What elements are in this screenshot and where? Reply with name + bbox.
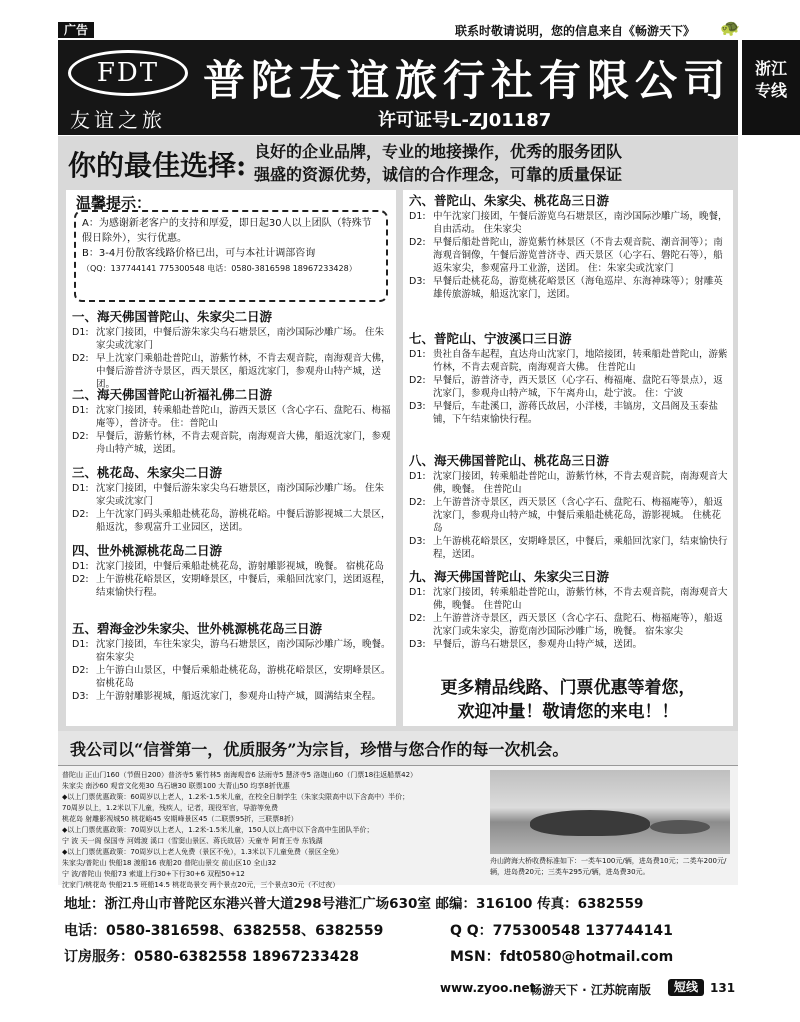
route-day [409, 374, 729, 400]
day-text: 上午游桃花峪景区，安期峰景区，中餐后，乘船回沈家门，结束愉快行程，送团。 [433, 536, 728, 560]
route-day [409, 348, 729, 374]
route-day [409, 535, 729, 561]
price-row: 宁 波/普陀山 快船73 索道上行30+下行30+6 双程50+12 [62, 870, 245, 878]
license-number: 许可证号L-ZJ01187 [378, 110, 552, 131]
route-day [72, 690, 392, 703]
routes-left-column [66, 190, 396, 726]
route-day [409, 496, 729, 535]
day-label: D1: [72, 561, 89, 572]
route-day [72, 508, 392, 534]
sea-bridge-photo [490, 770, 730, 854]
routes-panel [58, 186, 738, 731]
day-text: 上午游普济寺景区，西天景区（含心字石、盘陀石、梅福庵等），船返沈家门或朱家尖，游览南沙国际沙雕广场，晚餐。 宿朱家尖 [433, 613, 723, 637]
day-label: D1: [409, 587, 426, 598]
price-list [62, 770, 482, 891]
section-tag: 短线 [668, 979, 704, 996]
day-text: 早上沈家门乘船赴普陀山，游紫竹林，不肯去观音院，南海观音大佛，中餐后游普济寺景区，西天景区，船返沈家门，参观舟山特产城，送团。 [96, 353, 391, 390]
side-tab-label: 浙江专线 [754, 59, 787, 100]
day-label: D2: [72, 574, 89, 585]
day-text: 沈家门接团，转乘船赴普陀山，游紫竹林，不肯去观音院，南海观音大佛，晚餐。 住普陀山 [433, 471, 728, 495]
day-text: 沈家门接团，中餐后游朱家尖乌石塘景区，南沙国际沙雕广场。 住朱家尖或沈家门 [96, 327, 385, 351]
route-title: 三、桃花岛、朱家尖二日游 [72, 465, 223, 480]
day-text: 早餐后，游紫竹林，不肯去观音院，南海观音大佛，船返沈家门，参观舟山特产城，送团。 [96, 431, 391, 455]
price-row: ◆以上门票优惠政策：60周岁以上老人，1.2米-1.5米儿童，在校全日制学生（朱家尖限高中以下含高中）半价； [62, 793, 410, 801]
route-title: 八、海天佛国普陀山、桃花岛三日游 [409, 453, 610, 468]
route-title: 五、碧海金沙朱家尖、世外桃源桃花岛三日游 [72, 621, 323, 636]
day-text: 早餐后船赴普陀山，游览紫竹林景区（不肯去观音院、潮音洞等）；南海观音铜像，午餐后游览普济寺、西天景区（心字石、磐陀石等），船返朱家尖，参观富丹工业游，送团。 住：朱家尖或沈家门 [433, 237, 723, 274]
fdt-logo: FDT [68, 50, 188, 96]
tip-a: A：为感谢新老客户的支持和厚爱，即日起30人以上团队（特殊节假日除外），实行优惠。 [82, 218, 372, 244]
price-row: ◆以上门票优惠政策：70周岁以上老人，1.2米-1.5米儿童，150人以上高中以下含高中生团队半价； [62, 826, 374, 834]
price-row: 朱家尖/普陀山 快船18 渡船16 夜船20 普陀山景交 前山区10 全山32 [62, 859, 277, 867]
day-text: 早餐后，游普济寺，西天景区（心字石、梅福庵、盘陀石等景点），返沈家门，参观舟山特产城，下午离舟山，赴宁波。 住：宁波 [433, 375, 723, 399]
route-day [409, 612, 729, 638]
price-row: 桃花岛 射雕影视城50 桃花峪45 安期峰景区45（二联票95折，三联票8折） [62, 815, 298, 823]
address-line: 地址：浙江舟山市普陀区东港兴普大道298号港汇广场630室 邮编：316100 传真：6382559 [64, 896, 644, 912]
price-row: ◆以上门票优惠政策：70周岁以上老人免费（景区不免），1.3米以下儿童免费（景区全免） [62, 848, 343, 856]
contact-block [58, 886, 738, 974]
company-slogan: 我公司以“信誉第一，优质服务”为宗旨，珍惜与您合作的每一次机会。 [70, 740, 569, 759]
day-label: D2: [72, 353, 89, 364]
day-text: 沈家门接团，车往朱家尖，游乌石塘景区，南沙国际沙雕广场，晚餐。 宿朱家尖 [96, 639, 391, 663]
routes-right-column [403, 190, 733, 726]
day-text: 上午游普济寺景区，西天景区（含心字石、盘陀石、梅福庵等），船返沈家门，参观舟山特产城，中餐后乘船赴桃花岛，游影视城。 住桃花岛 [433, 497, 723, 534]
day-text: 贵社自备车起程，直达舟山沈家门，地陪接团，转乘船赴普陀山，游紫竹林，不肯去观音院，南海观音大佛。 住普陀山 [433, 349, 728, 373]
route-day [72, 404, 392, 430]
day-label: D1: [409, 471, 426, 482]
price-row: 沈家门/桃花岛 快船21.5 班船14.5 桃花岛景交 两个景点20元，三个景点30元（不过夜） [62, 881, 340, 889]
route-4 [72, 542, 392, 599]
day-label: D3: [409, 639, 426, 650]
route-day [409, 275, 729, 301]
day-text: 早餐后，游乌石塘景区，参观舟山特产城，送团。 [433, 639, 643, 650]
day-text: 上午沈家门码头乘船赴桃花岛，游桃花峪。中餐后游影视城二大景区，船返沈，参观富升工业园区，送团。 [96, 509, 391, 533]
top-strip [0, 0, 800, 36]
slogan-bar [58, 731, 738, 765]
route-day [72, 664, 392, 690]
day-label: D3: [409, 536, 426, 547]
tip-b: B：3-4月份散客线路价格已出，可与本社计调部咨询 [82, 248, 316, 259]
day-label: D1: [72, 639, 89, 650]
day-text: 沈家门接团，中餐后乘船赴桃花岛，游射雕影视城，晚餐。 宿桃花岛 [96, 561, 385, 572]
bridge-toll-caption: 舟山跨海大桥收费标准如下：一类车100元/辆，进岛费10元；二类车200元/辆，进岛费20元；三类车295元/辆，进岛费30元。 [490, 857, 727, 876]
day-label: D3: [72, 691, 89, 702]
website-url[interactable]: www.zyoo.net [440, 981, 536, 995]
route-title: 一、海天佛国普陀山、朱家尖二日游 [72, 309, 273, 324]
page-number: 131 [710, 981, 736, 995]
route-day [72, 560, 392, 573]
promo-line-2: 欢迎冲量！敬请您的来电！！ [457, 702, 679, 722]
day-label: D1: [409, 211, 426, 222]
route-day [72, 638, 392, 664]
day-label: D2: [72, 509, 89, 520]
route-day [72, 573, 392, 599]
day-label: D1: [72, 405, 89, 416]
route-title: 九、海天佛国普陀山、朱家尖三日游 [409, 569, 610, 584]
day-label: D1: [72, 483, 89, 494]
day-text: 中午沈家门接团，午餐后游览乌石塘景区，南沙国际沙雕广场，晚餐，自由活动。 住朱家尖 [433, 211, 728, 235]
route-day [409, 210, 729, 236]
route-day [409, 236, 729, 275]
route-day [409, 470, 729, 496]
route-day [409, 586, 729, 612]
day-label: D2: [72, 431, 89, 442]
route-day [72, 326, 392, 352]
price-row: 朱家尖 南沙60 观音文化苑30 乌石塘30 联票100 大青山50 均享8折优惠 [62, 782, 290, 790]
route-7 [409, 330, 729, 426]
best-choice-bar [58, 136, 738, 186]
day-text: 早餐后，车赴溪口，游蒋氏故居，小洋楼，丰镐房，文昌阁及玉泰盐铺，下午结束愉快行程。 [433, 401, 719, 425]
best-choice-title: 你的最佳选择: [68, 149, 247, 182]
route-3 [72, 464, 392, 534]
day-label: D1: [409, 349, 426, 360]
route-title: 四、世外桃源桃花岛二日游 [72, 543, 223, 558]
route-5 [72, 620, 392, 703]
side-tab [742, 40, 800, 135]
route-title: 七、普陀山、宁波溪口三日游 [409, 331, 572, 346]
day-text: 沈家门接团，转乘船赴普陀山，游西天景区（含心字石、盘陀石、梅福庵等），普济寺。 住：普陀山 [96, 405, 391, 429]
magazine-title: 畅游天下 · 江苏皖南版 [530, 983, 651, 997]
best-choice-line-1: 良好的企业品牌，专业的地接操作，优秀的服务团队 [254, 142, 623, 161]
source-notice: 联系时敬请说明，您的信息来自《畅游天下》 [455, 24, 696, 38]
msn-line: MSN：fdt0580@hotmail.com [450, 949, 674, 965]
day-text: 沈家门接团，转乘船赴普陀山，游紫竹林，不肯去观音院，南海观音大佛，晚餐。 住普陀山 [433, 587, 728, 611]
day-label: D3: [409, 276, 426, 287]
tip-contact: （QQ：137744141 775300548 电话：0580-3816598 18967233428） [82, 264, 357, 273]
page-footer [0, 975, 800, 999]
best-choice-line-2: 强盛的资源优势，诚信的合作理念，可靠的质量保证 [254, 165, 623, 184]
day-text: 上午游射雕影视城，船返沈家门，参观舟山特产城，圆满结束全程。 [96, 691, 382, 702]
qq-line: Q Q：775300548 137744141 [450, 923, 673, 939]
ad-tag: 广告 [58, 22, 94, 38]
route-day [72, 430, 392, 456]
route-title: 六、普陀山、朱家尖、桃花岛三日游 [409, 193, 610, 208]
company-name: 普陀友谊旅行社有限公司 [203, 56, 732, 105]
route-day [72, 482, 392, 508]
island-shape [530, 810, 650, 836]
route-title: 二、海天佛国普陀山祈福礼佛二日游 [72, 387, 273, 402]
promo-line-1: 更多精品线路、门票优惠等着您， [440, 678, 696, 698]
day-label: D1: [72, 327, 89, 338]
day-label: D3: [409, 401, 426, 412]
day-text: 上午游白山景区，中餐后乘船赴桃花岛，游桃花峪景区，安期峰景区。 宿桃花岛 [96, 665, 391, 689]
route-8 [409, 452, 729, 561]
day-text: 早餐后赴桃花岛，游览桃花峪景区（海龟巡岸、东海神珠等）；射雕英雄传旅游城，船返沈家门，送团。 [433, 276, 723, 300]
day-label: D2: [409, 237, 426, 248]
day-label: D2: [72, 665, 89, 676]
phone-line: 电话：0580-3816598、6382558、6382559 [64, 923, 384, 939]
route-2 [72, 386, 392, 456]
ticket-prices [58, 765, 738, 889]
booking-line: 订房服务：0580-6382558 18967233428 [64, 949, 359, 965]
logo-slogan: 友谊之旅 [70, 108, 166, 132]
day-label: D2: [409, 613, 426, 624]
day-text: 沈家门接团，中餐后游朱家尖乌石塘景区，南沙国际沙雕广场。 住朱家尖或沈家门 [96, 483, 385, 507]
day-label: D2: [409, 375, 426, 386]
tips-title: 温馨提示： [76, 194, 152, 212]
route-1 [72, 308, 392, 391]
turtle-logo-icon: 🐢 [720, 18, 740, 37]
route-6 [409, 192, 729, 301]
tips-box [74, 210, 388, 302]
price-row: 普陀山 正山门160（节假日200）普济寺5 紫竹林5 南海观音6 法雨寺5 慧济寺5 洛迦山60（门票18往返船票42） [62, 771, 418, 779]
price-row: 70周岁以上，1.2米以下儿童，残疾人，记者，现役军官，导游等免费 [62, 804, 279, 812]
price-row: 宁 波 天一阁 保国寺 河姆渡 溪口（雪窦山景区、蒋氏故居）天童寺 阿育王寺 东钱湖 [62, 837, 323, 845]
day-text: 上午游桃花峪景区，安期峰景区，中餐后，乘船回沈家门，送团返程，结束愉快行程。 [96, 574, 391, 598]
route-9 [409, 568, 729, 651]
day-label: D2: [409, 497, 426, 508]
island-shape [650, 820, 710, 834]
company-header [58, 40, 738, 135]
route-day [409, 400, 729, 426]
route-day [409, 638, 729, 651]
